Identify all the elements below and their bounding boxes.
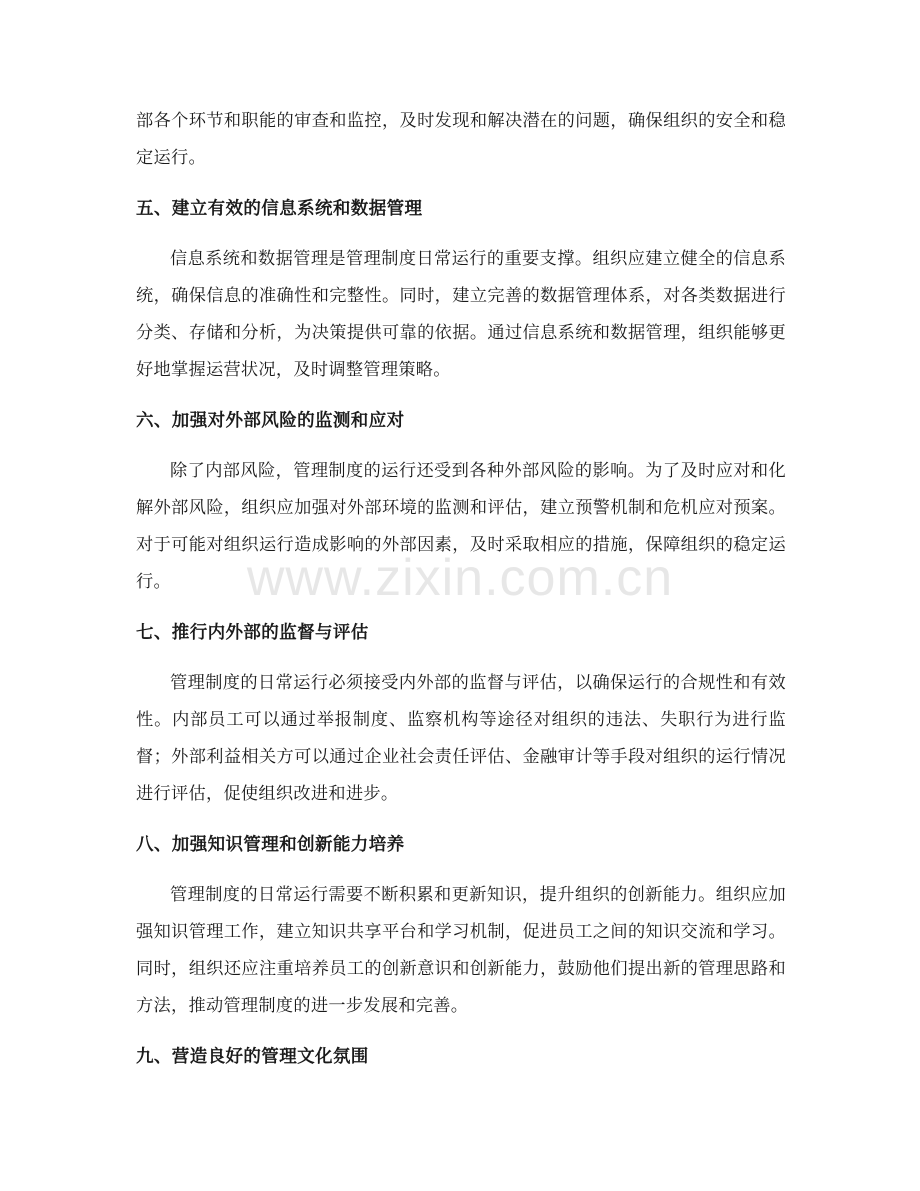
watermark-text: www.zixin.com.cn	[246, 549, 674, 607]
document-page	[136, 103, 786, 1075]
section-paragraph-6: 除了内部风险，管理制度的运行还受到各种外部风险的影响。为了及时应对和化解外部风险，组织应加强对外部环境的监测和评估，建立预警机制和危机应对预案。对于可能对组织运行造成影响的外部因素，及时采取相应的措施，保障组织的稳定运行。	[136, 461, 786, 592]
section-heading-7: 七、推行内外部的监督与评估	[136, 622, 369, 643]
section-paragraph-7: 管理制度的日常运行必须接受内外部的监督与评估，以确保运行的合规性和有效性。内部员工可以通过举报制度、监察机构等途径对组织的违法、失职行为进行监督；外部利益相关方可以通过企业社会责任评估、金融审计等手段对组织的运行情况进行评估，促使组织改进和进步。	[136, 673, 786, 804]
section-paragraph-8: 管理制度的日常运行需要不断积累和更新知识，提升组织的创新能力。组织应加强知识管理工作，建立知识共享平台和学习机制，促进员工之间的知识交流和学习。同时，组织还应注重培养员工的创新意识和创新能力，鼓励他们提出新的管理思路和方法，推动管理制度的进一步发展和完善。	[136, 885, 786, 1016]
section-heading-9: 九、营造良好的管理文化氛围	[136, 1046, 369, 1067]
section-heading-8: 八、加强知识管理和创新能力培养	[136, 834, 405, 855]
section-heading-5: 五、建立有效的信息系统和数据管理	[136, 198, 423, 219]
section-heading-6: 六、加强对外部风险的监测和应对	[136, 410, 405, 431]
paragraph-continuation: 部各个环节和职能的审查和监控，及时发现和解决潜在的问题，确保组织的安全和稳定运行。	[136, 111, 786, 168]
section-paragraph-5: 信息系统和数据管理是管理制度日常运行的重要支撑。组织应建立健全的信息系统，确保信息的准确性和完整性。同时，建立完善的数据管理体系，对各类数据进行分类、存储和分析，为决策提供可靠的依据。通过信息系统和数据管理，组织能够更好地掌握运营状况，及时调整管理策略。	[136, 249, 786, 380]
